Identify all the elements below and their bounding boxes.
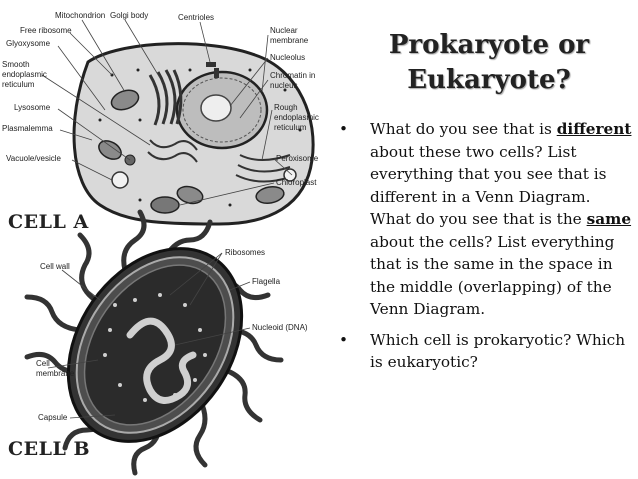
cell-a-tag: CELL A [8, 211, 89, 233]
label-cell-membrane-2: membrane [36, 369, 75, 378]
label-free-ribosome: Free ribosome [20, 26, 72, 35]
cell-a-drawing [2, 11, 319, 224]
emphasis-same: same [586, 210, 632, 228]
bullet-dot: • [339, 330, 349, 349]
label-centrioles: Centrioles [178, 13, 215, 22]
label-smooth-er-2: endoplasmic [2, 70, 47, 79]
label-nuclear-1: Nuclear [270, 26, 298, 35]
bullet-1-text-b: about these two cells? List everything that you see that is different in a Venn Diagram. What do you see that is the [370, 142, 607, 228]
label-smooth-er-3: reticulum [2, 80, 35, 89]
label-cell-membrane-1: Cell [36, 359, 50, 368]
label-peroxisome: Peroxisome [276, 154, 319, 163]
label-plasmalemma: Plasmalemma [2, 124, 53, 133]
slide-title [345, 28, 633, 98]
label-chromatin-1: Chromatin in [270, 71, 316, 80]
label-capsule: Capsule [38, 413, 68, 422]
label-rough-er-1: Rough [274, 103, 298, 112]
bullet-1-text-c: about the cells? List everything that is the same in the space in the middle (overlapping) of the Venn Diagram. [370, 232, 615, 318]
cell-b-tag: CELL B [8, 438, 90, 460]
label-golgi: Golgi body [110, 11, 149, 20]
cell-b-drawing [27, 212, 308, 475]
title-line-1: Prokaryote or [388, 30, 590, 60]
label-nuclear-2: membrane [270, 36, 309, 45]
label-cell-wall: Cell wall [40, 262, 70, 271]
bullet-item-1 [336, 118, 636, 321]
label-lysosome: Lysosome [14, 103, 51, 112]
bullet-item-2 [336, 329, 636, 374]
label-ribosomes: Ribosomes [225, 248, 266, 257]
label-nucleoid: Nucleoid (DNA) [252, 323, 308, 332]
label-smooth-er-1: Smooth [2, 60, 30, 69]
bullet-dot: • [339, 120, 349, 138]
bullet-2-text: Which cell is prokaryotic? Which is eukaryotic? [370, 330, 626, 371]
label-chloroplast: Chloroplast [276, 178, 317, 187]
label-nucleolus: Nucleolus [270, 53, 306, 62]
emphasis-different: different [556, 120, 632, 138]
label-rough-er-3: reticulum [274, 123, 307, 132]
bullet-1-text-a: What do you see that is [370, 120, 557, 138]
bullet-list [336, 118, 636, 374]
label-vacuole: Vacuole/vesicle [6, 154, 61, 163]
label-rough-er-2: endoplasmic [274, 113, 319, 122]
label-mitochondrion: Mitochondrion [55, 11, 106, 20]
label-chromatin-2: nucleus [270, 81, 298, 90]
label-flagella: Flagella [252, 277, 281, 286]
title-line-2: Eukaryote? [407, 65, 571, 95]
label-glyoxysome: Glyoxysome [6, 39, 51, 48]
